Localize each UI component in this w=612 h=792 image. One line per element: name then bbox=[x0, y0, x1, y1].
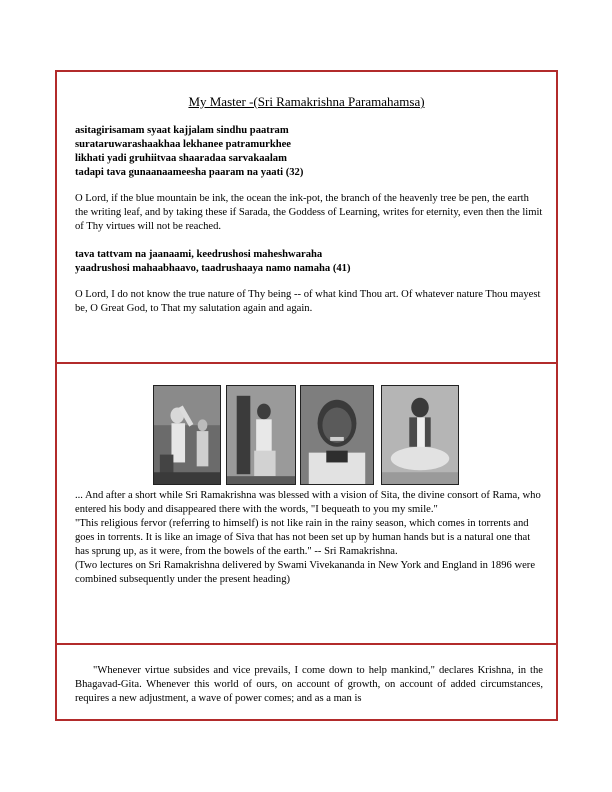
section-divider bbox=[57, 362, 556, 364]
page-title: My Master -(Sri Ramakrishna Paramahamsa) bbox=[188, 94, 425, 109]
verse-line: asitagirisamam syaat kajjalam sindhu paatram bbox=[75, 125, 289, 136]
ramakrishna-quotes bbox=[75, 489, 543, 587]
photo-ramakrishna-seated bbox=[381, 385, 459, 485]
sanskrit-verse-1 bbox=[75, 124, 543, 180]
translation-1: O Lord, if the blue mountain be ink, the ocean the ink-pot, the branch of the heavenly tree be pen, the earth the writing leaf, and by taking these if Sarada, the Goddess of Learning, writes for eternity, even then the limit of Thy virtues will not be reached. bbox=[75, 193, 543, 232]
section-divider bbox=[57, 643, 556, 645]
verse-line: likhati yadi gruhiitvaa shaaradaa sarvakaalam bbox=[75, 153, 287, 164]
verse-line: tadapi tava gunaanaameesha paaram na yaati (32) bbox=[75, 167, 304, 178]
verse-line: yaadrushosi mahaabhaavo, taadrushaaya namo namaha (41) bbox=[75, 263, 351, 274]
verse-line: surataruwarashaakhaa lekhanee patramurkhee bbox=[75, 139, 292, 150]
photo-ramakrishna-standing bbox=[226, 385, 296, 485]
quote-paragraph: (Two lectures on Sri Ramakrishna delivered by Swami Vivekananda in New York and England in 1896 were combined subsequently under the present heading) bbox=[75, 560, 536, 585]
lecture-paragraph: "Whenever virtue subsides and vice prevails, I come down to help mankind," declares Krishna, in the Bhagavad-Gita. Whenever this world of ours, on account of growth, on account of added circumstances, requires a new adjustment, a wave of power comes; and as a man is bbox=[75, 665, 543, 704]
translation-2: O Lord, I do not know the true nature of Thy being -- of what kind Thou art. Of whatever nature Thou mayest be, O Great God, to That my salutation again and again. bbox=[75, 289, 541, 314]
sanskrit-verse-2 bbox=[75, 248, 543, 276]
page-frame bbox=[55, 70, 558, 721]
verse-line: tava tattvam na jaanaami, keedrushosi maheshwaraha bbox=[75, 249, 323, 260]
quote-paragraph: "This religious fervor (referring to himself) is not like rain in the rainy season, which comes in torrents and goes in torrents. It is like an image of Siva that has not been set up by human hands but is a natural one that has sprung up, as it were, from the bowels of the earth." -- Sri Ramakrishna. bbox=[75, 518, 531, 557]
photo-ramakrishna-portrait bbox=[300, 385, 374, 485]
quote-paragraph: ... And after a short while Sri Ramakrishna was blessed with a vision of Sita, the divine consort of Rama, who entered his body and disappeared there with the words, "I bequeath to you my smile." bbox=[75, 490, 541, 515]
photo-ramakrishna-samadhi bbox=[153, 385, 221, 485]
